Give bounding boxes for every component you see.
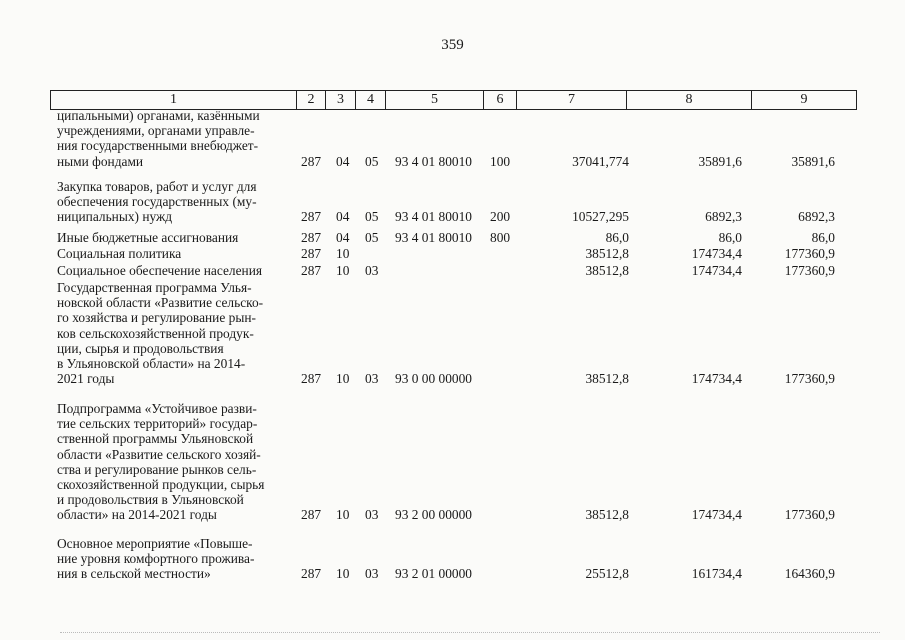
cell-c4: 03 <box>365 371 379 387</box>
description-line: области» на 2014-2021 годы <box>57 507 217 523</box>
description-line: ков сельскохозяйственной продук- <box>57 325 254 341</box>
cell-c3: 10 <box>336 263 350 278</box>
cell-c5: 93 0 00 00000 <box>395 371 472 387</box>
description-line: го хозяйства и регулирование рын- <box>57 310 256 326</box>
cell-c3: 10 <box>336 246 350 261</box>
row-description <box>57 230 290 245</box>
cell-c2: 287 <box>301 246 322 261</box>
cell-c2: 287 <box>301 230 322 245</box>
cell-c9: 86,0 <box>811 230 835 245</box>
header-col-2: 2 <box>297 91 326 110</box>
description-line: учреждениями, органами управле- <box>57 123 255 139</box>
row-description <box>57 246 290 261</box>
cell-c2: 287 <box>301 153 322 169</box>
cell-c4: 03 <box>365 566 379 582</box>
cell-c8: 6892,3 <box>705 209 742 225</box>
header-col-3: 3 <box>326 91 356 110</box>
cell-c5: 93 4 01 80010 <box>395 153 472 169</box>
page-number: 359 <box>441 37 464 53</box>
description-line: ственной программы Ульяновской <box>57 431 254 447</box>
cell-c2: 287 <box>301 566 322 582</box>
cell-c5: 93 4 01 80010 <box>395 230 472 245</box>
header-col-8: 8 <box>627 91 752 110</box>
cell-c3: 04 <box>336 153 350 169</box>
row-description <box>57 263 290 278</box>
cell-c6: 100 <box>490 153 511 169</box>
header-col-1: 1 <box>51 91 297 110</box>
description-line: ниципальных) нужд <box>57 209 173 225</box>
cell-c7: 37041,774 <box>572 153 629 169</box>
description-line: Основное мероприятие «Повыше- <box>57 536 253 551</box>
description-line: и продовольствия в Ульяновской <box>57 492 244 508</box>
cell-c4: 05 <box>365 209 379 225</box>
cell-c8: 86,0 <box>718 230 742 245</box>
cell-c3: 10 <box>336 566 350 582</box>
description-line: 2021 годы <box>57 371 115 387</box>
description-line: тие сельских территорий» государ- <box>57 416 258 432</box>
cell-c5: 93 2 00 00000 <box>395 507 472 523</box>
cell-c4: 05 <box>365 153 379 169</box>
cell-c2: 287 <box>301 371 322 387</box>
description-line: Социальное обеспечение населения <box>57 263 263 278</box>
cell-c7: 10527,295 <box>572 209 629 225</box>
description-line: Государственная программа Улья- <box>57 280 252 295</box>
description-line: в Ульяновской области» на 2014- <box>57 356 246 372</box>
cell-c3: 04 <box>336 230 350 245</box>
row-description <box>57 401 290 523</box>
header-col-7: 7 <box>517 91 627 110</box>
header-col-5: 5 <box>386 91 484 110</box>
description-line: ние уровня комфортного прожива- <box>57 551 255 567</box>
cell-c7: 38512,8 <box>585 246 629 261</box>
cell-c9: 6892,3 <box>798 209 835 225</box>
cell-c9: 177360,9 <box>784 246 835 261</box>
row-description <box>57 280 290 386</box>
cell-c9: 164360,9 <box>784 566 835 582</box>
cell-c8: 35891,6 <box>698 153 742 169</box>
description-line: Закупка товаров, работ и услуг для <box>57 179 257 194</box>
cell-c7: 38512,8 <box>585 507 629 523</box>
cell-c9: 177360,9 <box>784 507 835 523</box>
description-line: области «Развитие сельского хозяй- <box>57 446 261 462</box>
cell-c6: 800 <box>490 230 511 245</box>
cell-c8: 174734,4 <box>691 263 742 278</box>
description-line: ства и регулирование рынков сель- <box>57 461 257 477</box>
cell-c7: 86,0 <box>605 230 629 245</box>
description-line: Социальная политика <box>57 246 182 261</box>
row-description <box>57 179 290 225</box>
cell-c7: 25512,8 <box>585 566 629 582</box>
description-line: ными фондами <box>57 153 144 169</box>
cell-c9: 177360,9 <box>784 371 835 387</box>
footer-divider <box>60 632 880 633</box>
row-description <box>57 536 290 582</box>
header-col-9: 9 <box>752 91 857 110</box>
description-line: ции, сырья и продовольствия <box>57 340 224 356</box>
cell-c8: 161734,4 <box>691 566 742 582</box>
description-line: ципальными) органами, казёнными <box>57 108 260 123</box>
cell-c8: 174734,4 <box>691 246 742 261</box>
cell-c4: 05 <box>365 230 379 245</box>
cell-c2: 287 <box>301 507 322 523</box>
description-line: ния государственными внебюджет- <box>57 138 259 154</box>
cell-c9: 35891,6 <box>791 153 835 169</box>
cell-c9: 177360,9 <box>784 263 835 278</box>
cell-c7: 38512,8 <box>585 263 629 278</box>
description-line: новской области «Развитие сельско- <box>57 295 264 311</box>
cell-c2: 287 <box>301 209 322 225</box>
cell-c6: 200 <box>490 209 511 225</box>
cell-c7: 38512,8 <box>585 371 629 387</box>
cell-c2: 287 <box>301 263 322 278</box>
row-description <box>57 108 290 169</box>
description-line: скохозяйственной продукции, сырья <box>57 477 265 493</box>
cell-c3: 04 <box>336 209 350 225</box>
cell-c8: 174734,4 <box>691 371 742 387</box>
cell-c4: 03 <box>365 263 379 278</box>
description-line: ния в сельской местности» <box>57 566 211 582</box>
cell-c5: 93 4 01 80010 <box>395 209 472 225</box>
description-line: Иные бюджетные ассигнования <box>57 230 239 245</box>
header-col-4: 4 <box>356 91 386 110</box>
cell-c3: 10 <box>336 371 350 387</box>
cell-c8: 174734,4 <box>691 507 742 523</box>
column-header-row <box>50 90 857 110</box>
cell-c3: 10 <box>336 507 350 523</box>
description-line: обеспечения государственных (му- <box>57 194 257 210</box>
cell-c5: 93 2 01 00000 <box>395 566 472 582</box>
description-line: Подпрограмма «Устойчивое разви- <box>57 401 257 416</box>
header-col-6: 6 <box>484 91 517 110</box>
cell-c4: 03 <box>365 507 379 523</box>
